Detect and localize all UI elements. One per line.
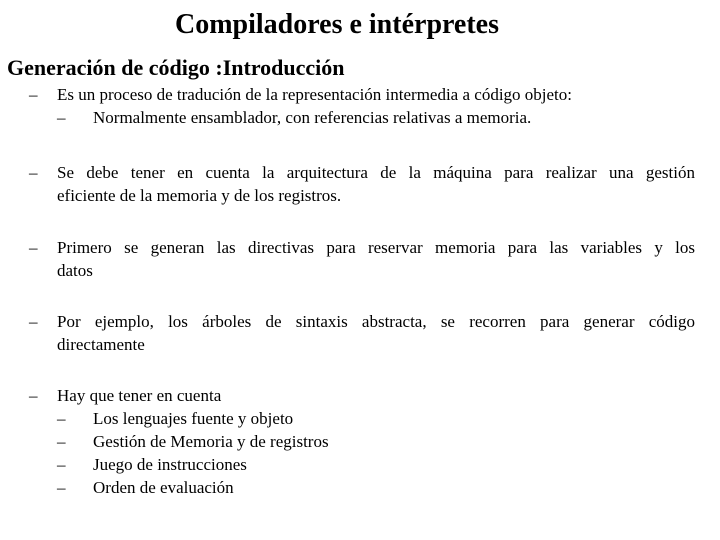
- sub-bullet-dash: –: [57, 432, 66, 451]
- sub-bullet-item: [57, 106, 695, 129]
- bullet-dash: –: [29, 163, 38, 182]
- bullet-text-continued: eficiente de la memoria y de los registros.: [57, 186, 342, 205]
- slide-subtitle: Generación de código :Introducción: [7, 55, 345, 80]
- sub-bullet-item: [57, 453, 695, 476]
- slide-title: Compiladores e intérpretes: [174, 9, 500, 40]
- bullet-text: Hay que tener en cuenta: [57, 386, 222, 405]
- bullet-dash: –: [29, 238, 38, 257]
- sub-bullet-dash: –: [57, 108, 66, 127]
- sub-bullet-text: Juego de instrucciones: [93, 455, 247, 474]
- sub-bullet-text: Normalmente ensamblador, con referencias relativas a memoria.: [93, 108, 532, 127]
- bullet-text-continued: directamente: [57, 335, 145, 354]
- bullet-dash: –: [29, 312, 38, 331]
- bullet-text: Es un proceso de tradución de la representación intermedia a código objeto:: [57, 85, 573, 104]
- bullet-text: Primero se generan las directivas para reservar memoria para las variables y los: [57, 238, 695, 257]
- bullet-text-continued: datos: [57, 261, 93, 280]
- sub-bullet-item: [57, 476, 695, 499]
- sub-bullet-text: Orden de evaluación: [93, 478, 234, 497]
- sub-bullet-text: Gestión de Memoria y de registros: [93, 432, 329, 451]
- sub-bullet-text: Los lenguajes fuente y objeto: [93, 409, 294, 428]
- sub-bullet-dash: –: [57, 455, 66, 474]
- bullet-text: Por ejemplo, los árboles de sintaxis abstracta, se recorren para generar código: [57, 312, 695, 331]
- bullet-text: Se debe tener en cuenta la arquitectura de la máquina para realizar una gestión: [57, 163, 695, 182]
- bullet-dash: –: [29, 386, 38, 405]
- sub-bullet-dash: –: [57, 409, 66, 428]
- sub-bullet-item: [57, 430, 695, 453]
- sub-bullet-dash: –: [57, 478, 66, 497]
- bullet-dash: –: [29, 85, 38, 104]
- sub-bullet-item: [57, 407, 695, 430]
